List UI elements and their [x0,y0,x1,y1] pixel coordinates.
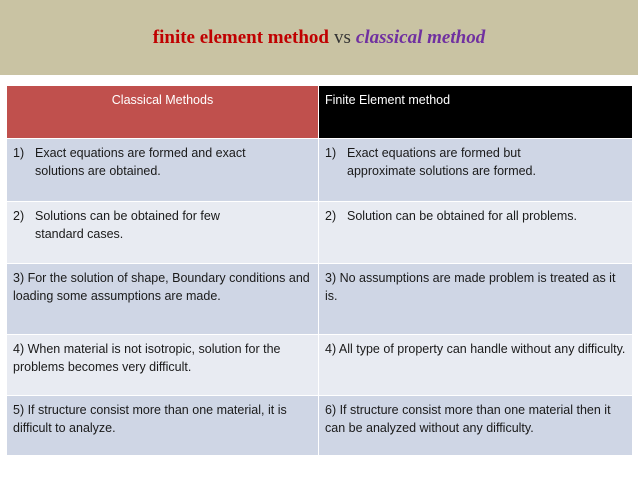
item-number: 1) [325,146,337,160]
table-cell: 5) If structure consist more than one material, it is difficult to analyze. [7,396,319,456]
table-row [7,396,633,456]
cell-text: Solutions can be obtained for few [35,209,220,223]
title-bar [0,0,638,75]
table-cell: 3) No assumptions are made problem is treated as it is. [319,264,633,335]
table-cell: 4) All type of property can handle without any difficulty. [319,335,633,396]
table-cell: 3) For the solution of shape, Boundary conditions and loading some assumptions are made. [7,264,319,335]
cell-text: Exact equations are formed but [347,146,521,160]
title-vs: vs [334,26,351,48]
header-finite-element-method: Finite Element method [319,86,633,139]
table-row [7,202,633,264]
cell-text: approximate solutions are formed. [347,164,536,178]
table-header-row [7,86,633,139]
table-cell [7,202,319,264]
cell-text: Exact equations are formed and exact [35,146,246,160]
table-cell: 6) If structure consist more than one material then it can be analyzed without any difficulty. [319,396,633,456]
title-classical: classical method [355,26,486,48]
table-cell [319,139,633,202]
title-finite-element: finite element method [152,26,329,48]
cell-text: Solution can be obtained for all problems. [347,209,578,223]
comparison-table [6,85,633,456]
table-cell [7,139,319,202]
table-row [7,335,633,396]
item-number: 2) [325,209,337,223]
cell-text: solutions are obtained. [35,164,161,178]
table-row [7,264,633,335]
table-cell: 4) When material is not isotropic, solution for the problems becomes very difficult. [7,335,319,396]
cell-text: standard cases. [35,227,124,241]
table-row [7,139,633,202]
header-classical-methods: Classical Methods [7,86,319,139]
item-number: 2) [13,209,25,223]
table-cell [319,202,633,264]
item-number: 1) [13,146,25,160]
